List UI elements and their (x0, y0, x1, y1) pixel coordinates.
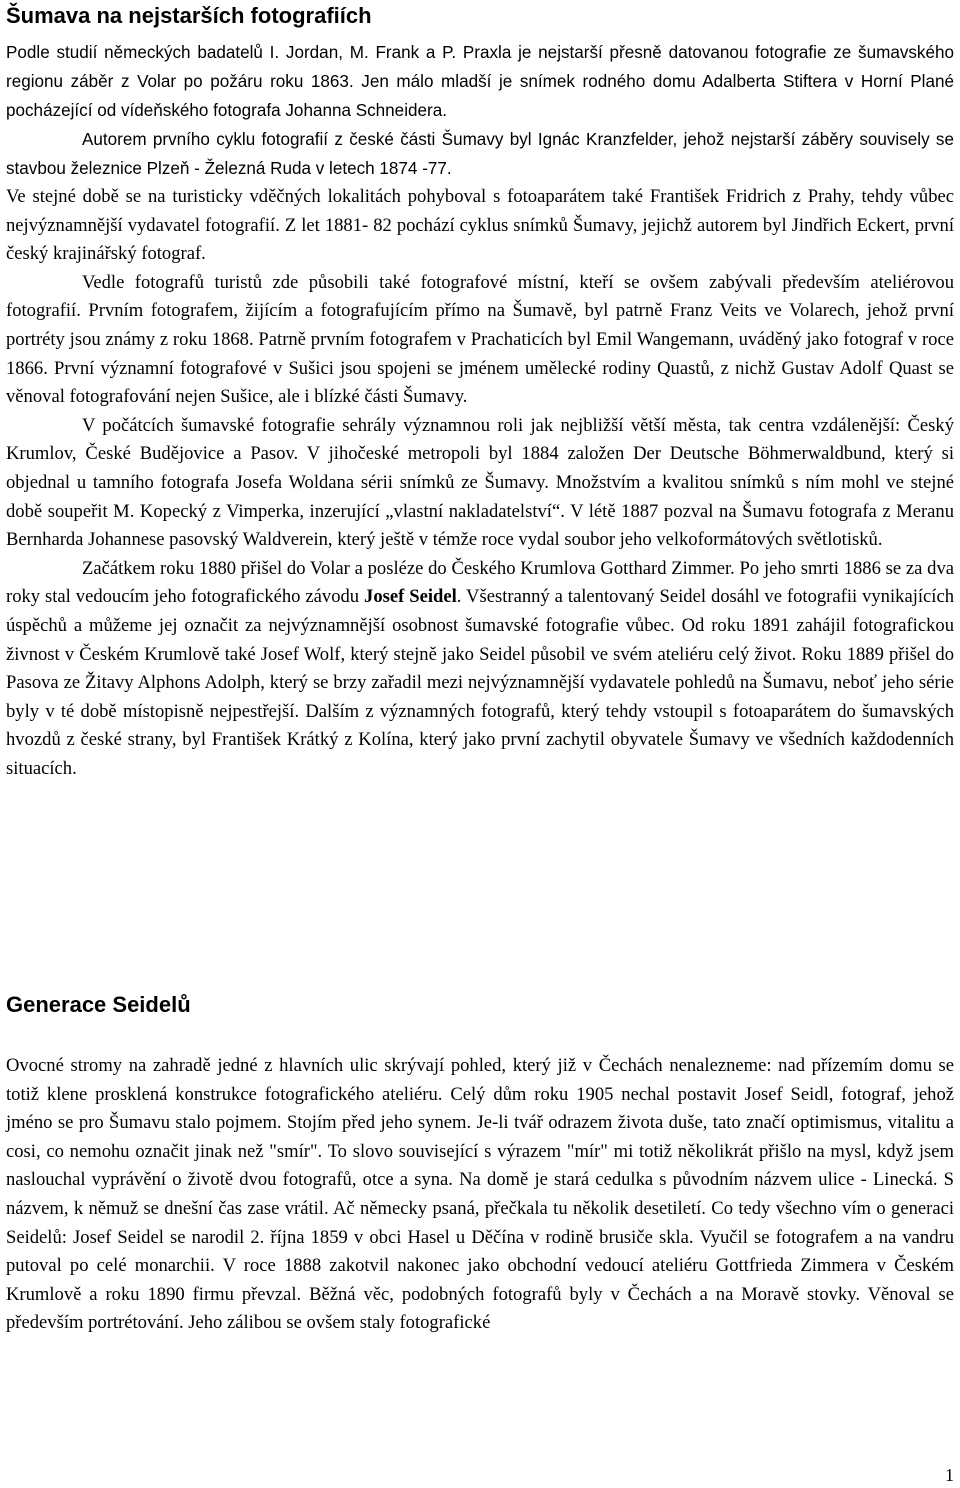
paragraph-cities: V počátcích šumavské fotografie sehrály významnou roli jak nejbližší větší města, tak centra vzdálenější: Český Krumlov, České Budějovice a Pasov. V jihočeské metropoli byl 1884 založen Der Deutsche Böhmerwaldbund, který si objednal u tamního fotografa Josefa Woldana sérii snímků ze Šumavy. Množstvím a kvalitou snímků s ním mohl ve stejné době soupeřit M. Kopecký z Vimperka, inzerující „vlastní nakladatelství“. V létě 1887 pozval na Šumavu fotografa z Meranu Bernharda Johannese pasovský Waldverein, který ještě v témže roce vydal soubor jeho velkoformátových světlotisků. (6, 414, 954, 551)
paragraph-kranzfelder: Autorem prvního cyklu fotografií z české části Šumavy byl Ignác Kranzfelder, jehož nejstarší záběry souvisely se stavbou železnice Plzeň - Železná Ruda v letech 1874 -77. (6, 130, 954, 178)
section-sumava (6, 38, 954, 783)
josef-seidel-bold: Josef Seidel (364, 586, 457, 608)
paragraph-seidel (6, 555, 954, 784)
page-title: Šumava na nejstarších fotografiích (6, 3, 372, 28)
paragraph-seidel-part-a: Začátkem roku 1880 přišel do Volar a posléze do Českého Krumlova Gotthard Zimmer. Po jeho smrti 1886 se za dva roky stal vedoucím jeho fotografického závodu (6, 557, 954, 608)
page-number: 1 (945, 1465, 954, 1485)
document-page (6, 0, 954, 1334)
paragraph-local-photographers: Vedle fotografů turistů zde působili také fotografové místní, kteří se ovšem zabývali především ateliérovou fotografií. Prvním fotografem, žijícím a fotografujícím přímo na Šumavě, byl patrně Franz Veits ve Volarech, jehož první portréty jsou známy z roku 1868. Patrně prvním fotografem v Prachaticích byl Emil Wangemann, uváděný jako fotograf v roce 1866. První významní fotografové v Sušici jsou spojeni se jménem umělecké rodiny Quastů, z nichž Gustav Adolf Quast se věnoval fotografování nejen Sušice, ale i blízké části Šumavy. (6, 271, 954, 408)
paragraph-fridrich: Ve stejné době se na turisticky vděčných lokalitách pohyboval s fotoaparátem také František Fridrich z Prahy, tehdy vůbec nejvýznamnější vydavatel fotografií. Z let 1881- 82 pochází cyklus snímků Šumavy, jejichž autorem byl Jindřich Eckert, první český krajinářský fotograf. (6, 186, 954, 265)
section-heading-generace: Generace Seidelů (6, 992, 191, 1017)
paragraph-generace: Ovocné stromy na zahradě jedné z hlavních ulic skrývají pohled, který již v Čechách nenalezneme: nad přízemím domu se totiž klene prosklená konstrukce fotografického ateliéru. Celý dům roku 1905 nechal postavit Josef Seidl, fotograf, jehož jméno se pro Šumavu stalo pojmem. Stojím před jeho synem. Je-li tvář odrazem života duše, tato značí optimismus, vitalitu a cosi, co nemohu označit jinak než "smír". To slovo související s výrazem "mír" mi totiž několikrát přišlo na mysl, když jsem naslouchal vyprávění o životě dvou fotografů, otce a syna. Na domě je stará cedulka s původním názvem ulice - Linecká. S názvem, k němuž se dnešní čas zase vrátil. Ač německy psaná, přečkala tu několik desetiletí. Co tedy všechno vím o generaci Seidelů: Josef Seidel se narodil 2. října 1859 v obci Hasel u Děčína v rodině brusiče skla. Vyučil se fotografem a na vandru putoval po celé monarchii. V roce 1888 zakotvil nakonec jako obchodní vedoucí ateliéru Gottfrieda Zimmera v Českém Krumlově a roku 1890 firmu převzal. Běžná věc, podobných fotografů byly v Čechách a na Moravě stovky. Věnoval se především portrétování. Jeho zálibou se ovšem staly fotografické (6, 1055, 954, 1334)
section-generace (6, 1052, 954, 1338)
intro-paragraph: Podle studií německých badatelů I. Jordan, M. Frank a P. Praxla je nejstarší přesně datovanou fotografie ze šumavského regionu záběr z Volar po požáru roku 1863. Jen málo mladší je snímek rodného domu Adalberta Stiftera v Horní Plané pocházející od vídeňského fotografa Johanna Schneidera. (6, 43, 954, 120)
paragraph-seidel-part-b: . Všestranný a talentovaný Seidel dosáhl ve fotografii vynikajících úspěchů a můžeme jej označit za nejvýznamnější osobnost šumavské fotografie vůbec. Od roku 1891 zahájil fotografickou živnost v Českém Krumlově také Josef Wolf, který stejně jako Seidel působil ve svém ateliéru celý život. Roku 1889 přišel do Pasova ze Žitavy Alphons Adolph, který se brzy zařadil mezi nejvýznamnější vydavatele pohledů na Šumavu, neboť jeho série byly v té době místopisně nejpestřejší. Dalším z významných fotografů, který tehdy vstoupil s fotoaparátem do šumavských hvozdů z české strany, byl František Krátký z Kolína, který jako první zachytil obyvatele Šumavy ve všedních každodenních situacích. (6, 586, 954, 779)
